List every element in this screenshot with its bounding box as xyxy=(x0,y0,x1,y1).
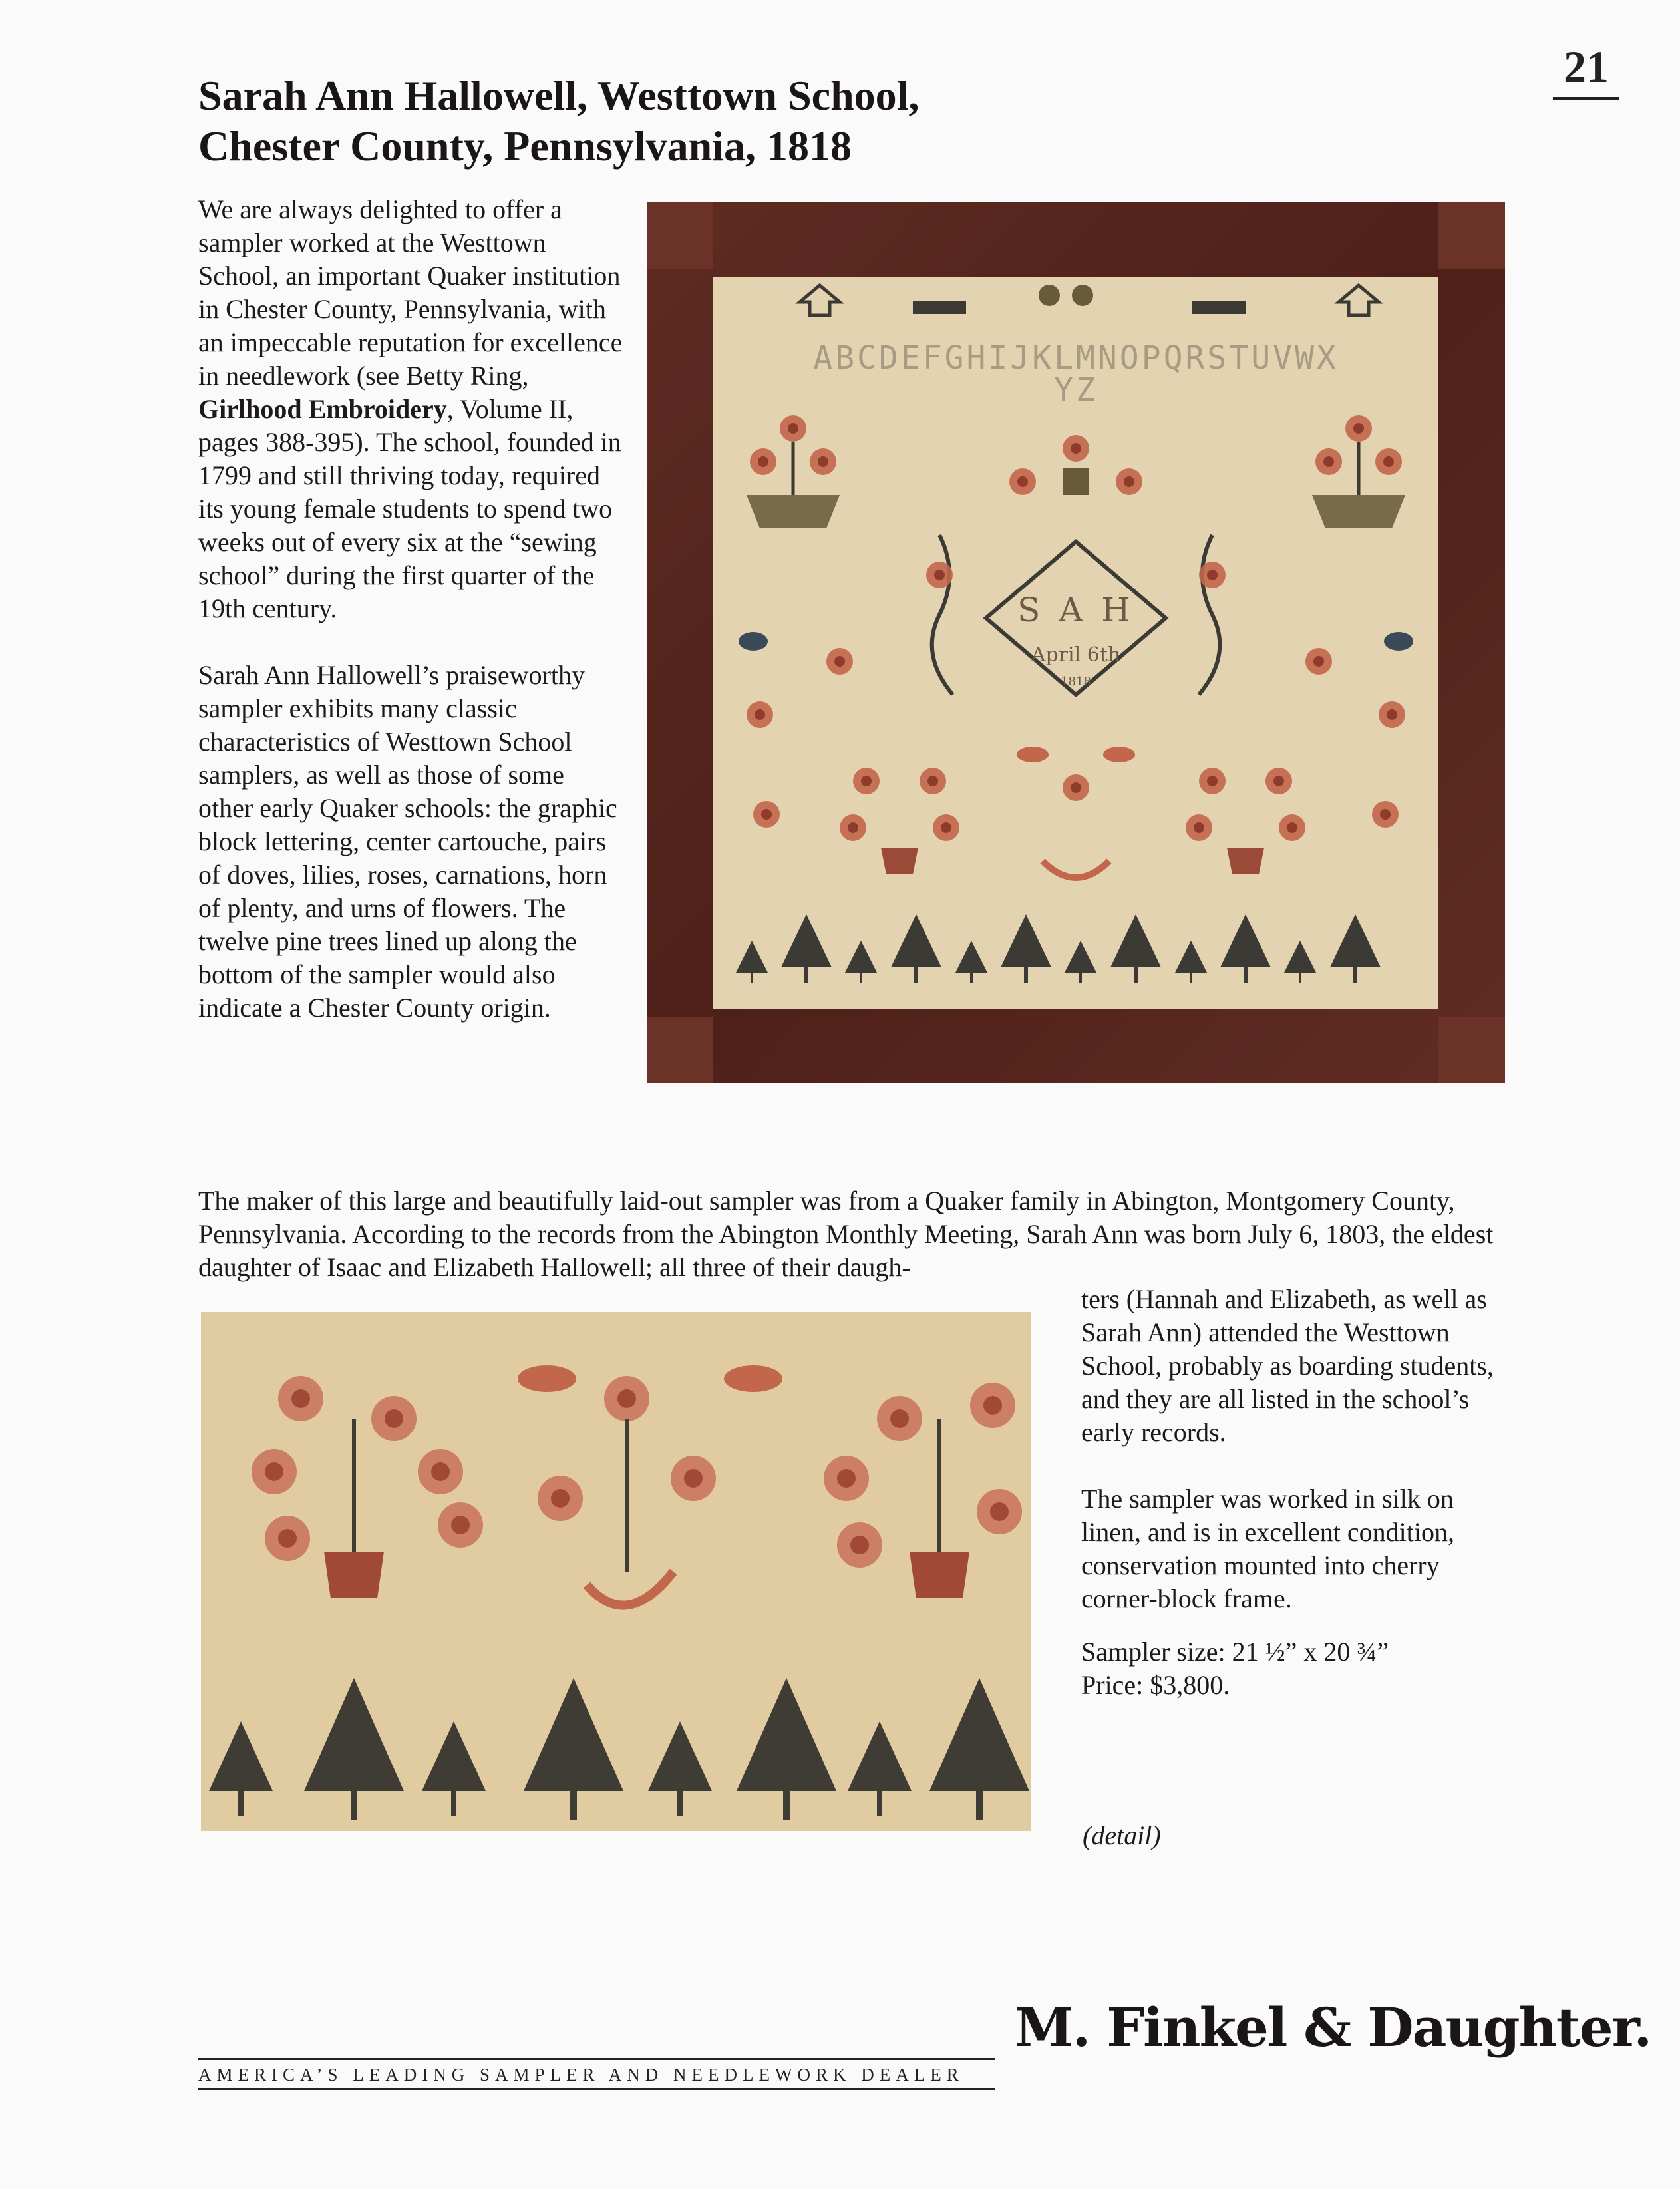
sampler-price: Price: $3,800. xyxy=(1081,1670,1230,1700)
condition-paragraph: The sampler was worked in silk on linen, and is in excellent condition, conservation mounted into cherry corner-block frame. xyxy=(1081,1484,1454,1613)
sampler-illustration xyxy=(647,202,1505,1083)
sampler-detail-illustration xyxy=(201,1312,1031,1831)
sampler-photo xyxy=(647,202,1505,1083)
footer-tagline: AMERICA’S LEADING SAMPLER AND NEEDLEWORK DEALER xyxy=(198,2065,964,2085)
brand-logo: M. Finkel & Daughter. xyxy=(1015,1996,1651,2059)
sampler-year: 1818 xyxy=(1061,675,1091,689)
sampler-initials: S A H xyxy=(1017,591,1134,629)
characteristics-paragraph: Sarah Ann Hallowell’s praiseworthy sampler exhibits many classic characteristics of Westtown School samplers, as well as those of some other early Quaker schools: the graphic block lettering, center cartouche, pairs of doves, lilies, roses, carnations, horn of plenty, and urns of flowers. The twelve pine trees lined up along the bottom of the sampler would also indicate a Chester County origin. xyxy=(198,660,617,1023)
intro-paragraph xyxy=(198,193,624,625)
intro-column xyxy=(198,193,624,1025)
sampler-date: April 6th xyxy=(1031,643,1121,667)
title-line-1: Sarah Ann Hallowell, Westtown School, xyxy=(198,72,920,119)
page-number: 21 xyxy=(1553,39,1619,100)
maker-paragraph: The maker of this large and beautifully laid-out sampler was from a Quaker family in Abington, Montgomery County, Pennsylvania. According to the records from the Abington Monthly Meeting, Sarah Ann was born July 6, 1803, the eldest daughter of Isaac and Elizabeth Hallowell; all three of their daugh- xyxy=(198,1186,1494,1282)
daughters-paragraph: ters (Hannah and Elizabeth, as well as Sarah Ann) attended the Westtown School, probably as boarding students, and they are all listed in the school’s early records. xyxy=(1081,1284,1494,1447)
article-title xyxy=(198,71,1130,172)
sampler-size: Sampler size: 21 ½” x 20 ¾” xyxy=(1081,1637,1389,1667)
sampler-alphabet-2: YZ xyxy=(1054,371,1098,409)
sampler-alphabet: ABCDEFGHIJKLMNOPQRSTUVWX xyxy=(813,339,1339,377)
image-caption: (detail) xyxy=(1083,1820,1161,1850)
footer-rule xyxy=(198,2058,995,2090)
book-title: Girlhood Embroidery xyxy=(198,394,447,424)
right-column xyxy=(1081,1283,1514,1702)
title-line-2: Chester County, Pennsylvania, 1818 xyxy=(198,122,852,170)
intro-text-rest: , Volume II, pages 388-395). The school, founded in 1799 and still thriving today, required its young female students to spend two weeks out of every six at the “sewing school” during the first quarter of the 19th century. xyxy=(198,394,621,623)
sampler-detail-photo xyxy=(201,1312,1031,1831)
intro-text: We are always delighted to offer a sampler worked at the Westtown School, an important Quaker institution in Chester County, Pennsylvania, with an impeccable reputation for excellence in needlework (see Betty Ring, xyxy=(198,194,623,391)
